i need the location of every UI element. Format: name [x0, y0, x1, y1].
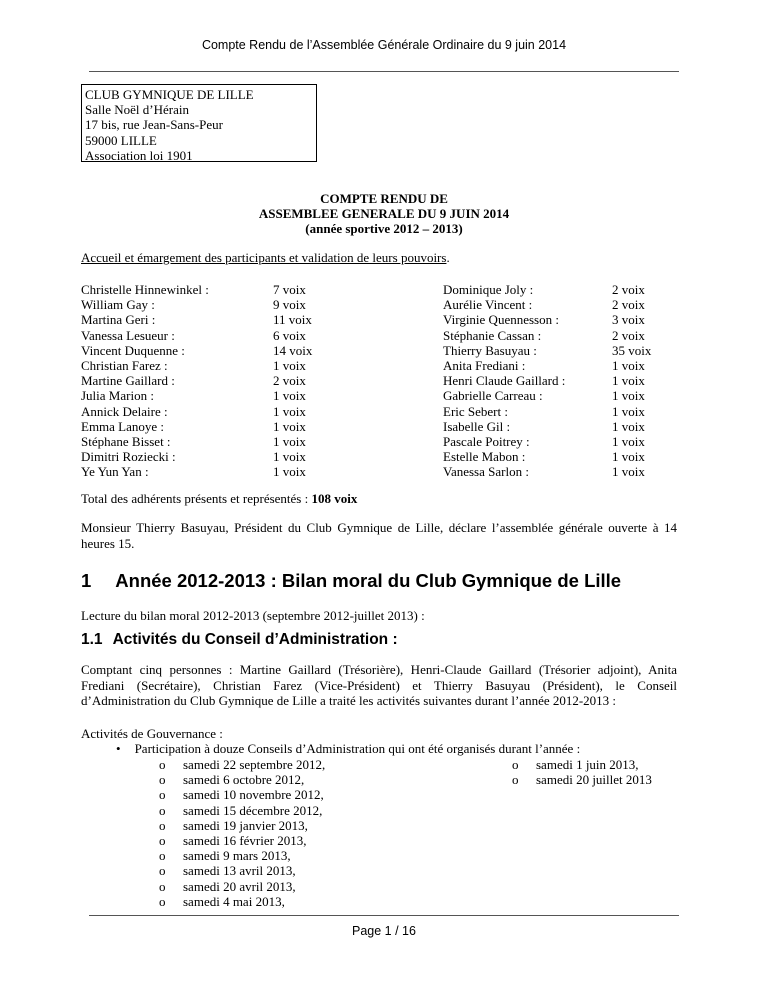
date-text: samedi 9 mars 2013,: [183, 848, 291, 864]
date-item: [159, 803, 325, 818]
circle-bullet-icon: o: [159, 757, 166, 772]
address-box: [81, 84, 317, 162]
participant-name: Eric Sebert :: [443, 403, 508, 419]
participant-votes: 9 voix: [273, 297, 306, 313]
date-item: [159, 863, 325, 878]
circle-bullet-icon: o: [512, 757, 519, 772]
participant-votes: 1 voix: [273, 464, 306, 480]
dates-list-left: [159, 757, 325, 909]
participant-votes: 14 voix: [273, 342, 313, 358]
date-text: samedi 16 février 2013,: [183, 833, 307, 849]
bullet-icon: •: [116, 741, 121, 756]
date-text: samedi 6 octobre 2012,: [183, 772, 305, 788]
page-number: Page 1 / 16: [352, 924, 416, 938]
document-title: [0, 191, 768, 236]
date-item: [159, 894, 325, 909]
participant-name: Christian Farez :: [81, 358, 168, 374]
circle-bullet-icon: o: [159, 772, 166, 788]
date-item: [159, 848, 325, 863]
participant-votes: 1 voix: [612, 388, 645, 404]
participant-name: Julia Marion :: [81, 388, 154, 404]
participant-name: Dominique Joly :: [443, 282, 534, 297]
date-text: samedi 20 avril 2013,: [183, 878, 296, 894]
participant-votes: 1 voix: [612, 403, 645, 419]
date-item: [159, 818, 325, 833]
participant-votes: 1 voix: [612, 449, 645, 465]
address-line: 59000 LILLE: [85, 132, 157, 148]
participant-name: William Gay :: [81, 297, 155, 313]
header-rule: [89, 71, 679, 72]
date-item: [159, 879, 325, 894]
participant-name: Annick Delaire :: [81, 403, 168, 419]
circle-bullet-icon: o: [159, 802, 166, 818]
participant-name: Isabelle Gil :: [443, 418, 511, 434]
date-text: samedi 10 novembre 2012,: [183, 787, 324, 803]
reading-line: Lecture du bilan moral 2012-2013 (septembre 2012-juillet 2013) :: [81, 608, 425, 623]
circle-bullet-icon: o: [159, 787, 166, 803]
participant-votes: 1 voix: [273, 358, 306, 374]
circle-bullet-icon: o: [512, 772, 519, 788]
participant-votes: 1 voix: [612, 373, 645, 389]
date-item: [159, 757, 325, 772]
date-text: samedi 15 décembre 2012,: [183, 802, 323, 818]
participant-votes: 3 voix: [612, 312, 645, 328]
ca-paragraph: Comptant cinq personnes : Martine Gaillard (Trésorière), Henri-Claude Gaillard (Trésorier adjoint), Anita Frediani (Secrétaire), Christian Farez (Vice-Président) et Thierry Basuyau (Président), le Conseil d’Administration du Club Gymnique de Lille a traité les activités suivantes durant l’année 2012-2013 :: [81, 662, 677, 708]
date-item: [159, 787, 325, 802]
circle-bullet-icon: o: [159, 893, 166, 909]
participant-votes: 1 voix: [612, 358, 645, 374]
footer-rule: [89, 915, 679, 916]
address-line: Association loi 1901: [85, 147, 193, 163]
date-item: [159, 833, 325, 848]
participant-votes: 11 voix: [273, 312, 312, 328]
circle-bullet-icon: o: [159, 863, 166, 879]
participant-name: Pascale Poitrey :: [443, 434, 530, 450]
title-line: (année sportive 2012 – 2013): [305, 221, 463, 236]
date-item: [512, 757, 652, 772]
participant-name: Aurélie Vincent :: [443, 297, 533, 313]
participant-name: Anita Frediani :: [443, 358, 526, 374]
intro-line: Accueil et émargement des participants et validation de leurs pouvoirs.: [81, 250, 450, 265]
participant-name: Dimitri Roziecki :: [81, 449, 176, 465]
participants-names-left: [81, 282, 209, 480]
participant-votes: 2 voix: [273, 373, 306, 389]
governance-label: Activités de Gouvernance :: [81, 726, 223, 741]
participant-votes: 1 voix: [612, 418, 645, 434]
participant-name: Stéphanie Cassan :: [443, 327, 542, 343]
date-item: [159, 772, 325, 787]
participant-name: Vanessa Sarlon :: [443, 464, 529, 480]
participant-name: Vanessa Lesueur :: [81, 327, 175, 343]
participant-name: Martina Geri :: [81, 312, 156, 328]
address-line: CLUB GYMNIQUE DE LILLE: [85, 87, 254, 102]
participant-name: Gabrielle Carreau :: [443, 388, 543, 404]
participant-votes: 1 voix: [612, 434, 645, 450]
title-line: ASSEMBLEE GENERALE DU 9 JUIN 2014: [258, 206, 510, 221]
address-line: Salle Noël d’Hérain: [85, 102, 189, 118]
participants-votes-left: [273, 282, 312, 480]
participant-name: Stéphane Bisset :: [81, 434, 171, 450]
date-item: [512, 772, 652, 787]
running-header: Compte Rendu de l’Assemblée Générale Ordinaire du 9 juin 2014: [201, 38, 567, 52]
participant-votes: 1 voix: [612, 464, 645, 480]
circle-bullet-icon: o: [159, 817, 166, 833]
date-text: samedi 4 mai 2013,: [183, 893, 285, 909]
participant-name: Vincent Duquenne :: [81, 342, 185, 358]
participant-name: Christelle Hinnewinkel :: [81, 282, 209, 297]
address-line: 17 bis, rue Jean-Sans-Peur: [85, 117, 223, 133]
total-value: 108 voix: [311, 491, 358, 506]
date-text: samedi 1 juin 2013,: [536, 757, 639, 772]
participant-votes: 7 voix: [273, 282, 306, 297]
participant-votes: 1 voix: [273, 449, 306, 465]
participant-name: Emma Lanoye :: [81, 418, 165, 434]
circle-bullet-icon: o: [159, 848, 166, 864]
participant-name: Thierry Basuyau :: [443, 342, 537, 358]
participant-name: Ye Yun Yan :: [81, 464, 149, 480]
participant-votes: 1 voix: [273, 403, 306, 419]
circle-bullet-icon: o: [159, 878, 166, 894]
participant-votes: 2 voix: [612, 297, 645, 313]
participants-votes-right: [612, 282, 651, 480]
date-text: samedi 20 juillet 2013: [536, 772, 652, 788]
bullet-item: • Participation à douze Conseils d’Administration qui ont été organisés durant l’année :: [116, 741, 581, 756]
date-text: samedi 19 janvier 2013,: [183, 817, 308, 833]
participant-votes: 1 voix: [273, 434, 306, 450]
participant-votes: 2 voix: [612, 327, 645, 343]
participant-votes: 6 voix: [273, 327, 306, 343]
dates-list-right: [512, 757, 652, 787]
date-text: samedi 13 avril 2013,: [183, 863, 296, 879]
participants-names-right: [443, 282, 565, 480]
participant-votes: 2 voix: [612, 282, 645, 297]
participant-name: Martine Gaillard :: [81, 373, 175, 389]
participant-name: Henri Claude Gaillard :: [443, 373, 566, 389]
circle-bullet-icon: o: [159, 833, 166, 849]
participant-votes: 1 voix: [273, 388, 306, 404]
participant-votes: 1 voix: [273, 418, 306, 434]
section-heading-1: 1 Année 2012-2013 : Bilan moral du Club Gymnique de Lille: [81, 570, 622, 591]
title-line: COMPTE RENDU DE: [320, 191, 448, 206]
participant-votes: 35 voix: [612, 342, 652, 358]
total-line: Total des adhérents présents et représentés : 108 voix: [81, 491, 358, 506]
date-text: samedi 22 septembre 2012,: [183, 757, 326, 772]
participant-name: Estelle Mabon :: [443, 449, 526, 465]
section-heading-1-1: 1.1 Activités du Conseil d’Administration :: [81, 631, 398, 648]
opening-paragraph: Monsieur Thierry Basuyau, Président du Club Gymnique de Lille, déclare l’assemblée générale ouverte à 14 heures 15.: [81, 520, 677, 551]
participant-name: Virginie Quennesson :: [443, 312, 559, 328]
